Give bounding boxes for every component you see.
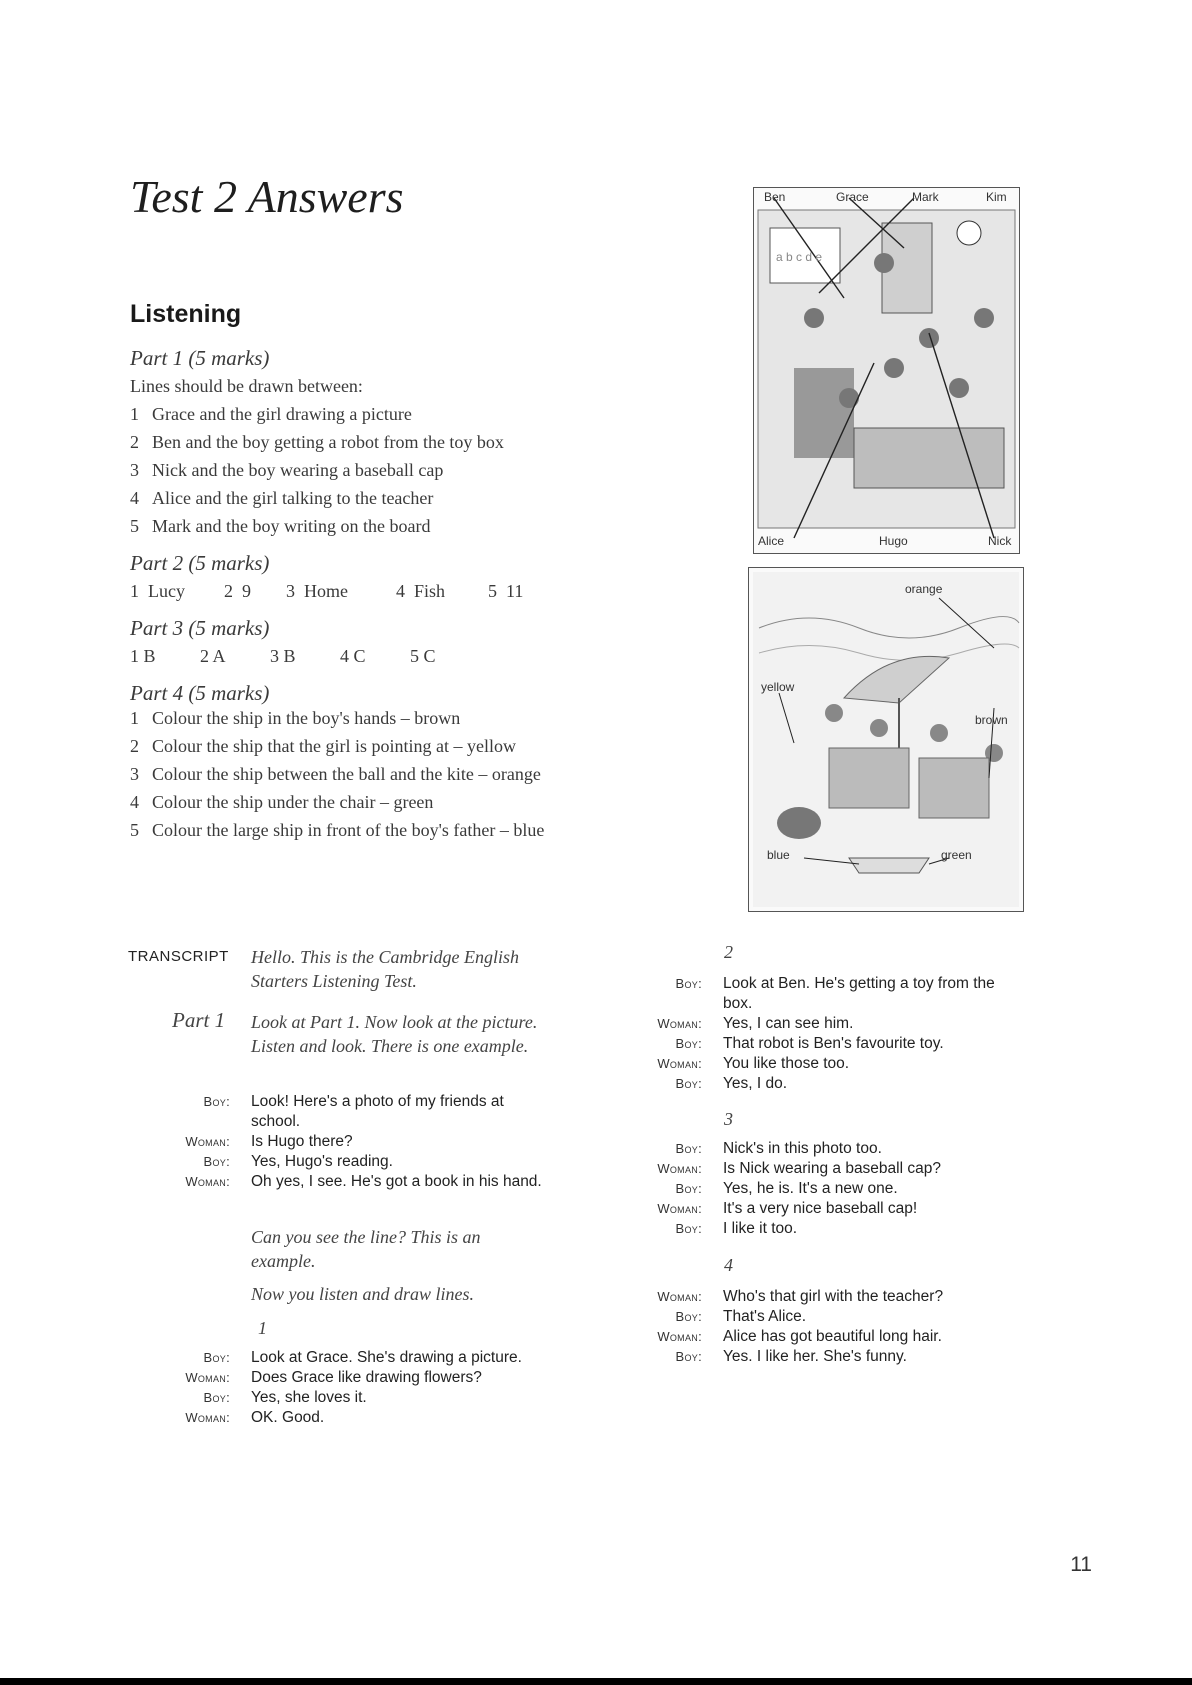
dialogue-line	[612, 1327, 1027, 1347]
question-2-number: 2	[724, 942, 733, 962]
answer-number: 3	[130, 460, 139, 480]
speaker-label: Woman:	[657, 1161, 702, 1176]
answer-number: 3	[130, 764, 139, 784]
transcript-part-intro: Look at Part 1. Now look at the picture. Listen and look. There is one example.	[251, 1012, 538, 1056]
dialogue-line	[150, 1388, 570, 1408]
answer-text: Colour the large ship in front of the boy's father – blue	[152, 820, 545, 840]
speaker-label: Boy:	[675, 976, 702, 991]
answer-item	[130, 428, 580, 456]
draw-instruction: Now you listen and draw lines.	[251, 1284, 475, 1304]
dialogue-text: I like it too.	[723, 1220, 798, 1237]
question-1-number: 1	[258, 1318, 267, 1338]
answer-value: 5 11	[488, 581, 524, 601]
dialogue-line	[150, 1172, 570, 1192]
answer-item	[130, 819, 580, 842]
answer-value: 4 Fish	[396, 581, 446, 601]
answer-number: 1	[130, 404, 139, 424]
answer-value: 1 Lucy	[130, 581, 185, 601]
dialogue-line	[612, 1199, 1027, 1219]
classroom-picture	[753, 187, 1020, 554]
dialogue-text: Yes. I like her. She's funny.	[723, 1348, 907, 1365]
label-yellow: yellow	[761, 680, 795, 694]
speaker-label: Boy:	[675, 1141, 702, 1156]
answer-number: 5	[130, 820, 139, 840]
beach-picture	[748, 567, 1024, 912]
speaker-label: Boy:	[675, 1221, 702, 1236]
dialogue-line	[150, 1132, 570, 1152]
label-grace: Grace	[836, 190, 869, 204]
answer-value: 4 C	[340, 646, 366, 666]
dialogue-text: Yes, she loves it.	[251, 1389, 367, 1406]
speaker-label: Boy:	[203, 1350, 230, 1365]
dialogue-text: Look at Ben. He's getting a toy from the box.	[723, 975, 995, 1012]
bottom-border	[0, 1678, 1192, 1685]
speaker-label: Boy:	[203, 1094, 230, 1109]
part4-heading: Part 4 (5 marks)	[130, 681, 270, 705]
classroom-illustration	[754, 188, 1019, 553]
label-hugo: Hugo	[879, 534, 908, 548]
dialogue-text: Nick's in this photo too.	[723, 1140, 882, 1157]
page-title: Test 2 Answers	[130, 171, 404, 222]
answer-number: 1	[130, 708, 139, 728]
answer-text: Colour the ship in the boy's hands – brown	[152, 708, 461, 728]
part1-intro: Lines should be drawn between:	[130, 376, 363, 396]
label-kim: Kim	[986, 190, 1007, 204]
dialogue-q1	[150, 1348, 570, 1428]
dialogue-text: Yes, he is. It's a new one.	[723, 1180, 898, 1197]
dialogue-line	[612, 1347, 1027, 1367]
page-number: 11	[1070, 1553, 1092, 1576]
speaker-label: Woman:	[657, 1056, 702, 1071]
speaker-label: Boy:	[675, 1181, 702, 1196]
dialogue-line	[612, 1014, 1027, 1034]
speaker-label: Woman:	[657, 1289, 702, 1304]
speaker-label: Woman:	[657, 1016, 702, 1031]
dialogue-example	[150, 1092, 570, 1192]
dialogue-line	[612, 1219, 1027, 1239]
answer-item	[130, 512, 580, 540]
part2-heading: Part 2 (5 marks)	[130, 551, 270, 575]
dialogue-line	[150, 1408, 570, 1428]
dialogue-text: Look at Grace. She's drawing a picture.	[251, 1349, 522, 1366]
dialogue-text: Yes, Hugo's reading.	[251, 1153, 393, 1170]
answer-item	[130, 763, 580, 786]
dialogue-text: Is Hugo there?	[251, 1133, 353, 1150]
answer-number: 5	[130, 516, 139, 536]
part3-answers	[130, 642, 580, 670]
dialogue-line	[150, 1152, 570, 1172]
label-orange: orange	[905, 582, 943, 596]
answer-number: 4	[130, 488, 139, 508]
dialogue-line	[612, 1074, 1027, 1094]
answers-column	[130, 344, 580, 847]
part4-list	[130, 707, 580, 842]
example-note: Can you see the line? This is an example.	[251, 1227, 481, 1271]
dialogue-line	[612, 1054, 1027, 1074]
answer-value: 3 Home	[286, 581, 348, 601]
label-green: green	[941, 848, 972, 862]
dialogue-line	[150, 1092, 570, 1132]
speaker-label: Woman:	[185, 1174, 230, 1189]
dialogue-line	[612, 1159, 1027, 1179]
transcript-intro: Hello. This is the Cambridge English Starters Listening Test.	[251, 947, 520, 991]
question-3-number: 3	[724, 1109, 733, 1129]
dialogue-line	[150, 1348, 570, 1368]
speaker-label: Woman:	[185, 1134, 230, 1149]
question-4-number: 4	[724, 1255, 733, 1275]
dialogue-text: Does Grace like drawing flowers?	[251, 1369, 482, 1386]
dialogue-text: That's Alice.	[723, 1308, 807, 1325]
answer-value: 1 B	[130, 646, 156, 666]
answer-item	[130, 400, 580, 428]
part1-list	[130, 400, 580, 540]
dialogue-line	[612, 1307, 1027, 1327]
speaker-label: Woman:	[185, 1410, 230, 1425]
speaker-label: Woman:	[657, 1329, 702, 1344]
part1-heading: Part 1 (5 marks)	[130, 346, 270, 370]
answer-text: Colour the ship that the girl is pointing at – yellow	[152, 736, 516, 756]
answer-value: 5 C	[410, 646, 436, 666]
beach-illustration	[749, 568, 1023, 911]
speaker-label: Boy:	[203, 1390, 230, 1405]
dialogue-line	[612, 1139, 1027, 1159]
transcript-part-label: Part 1	[172, 1008, 226, 1032]
answer-number: 2	[130, 432, 139, 452]
dialogue-q3	[612, 1139, 1027, 1239]
dialogue-text: OK. Good.	[251, 1409, 325, 1426]
answer-value: 2 A	[200, 646, 226, 666]
speaker-label: Boy:	[675, 1036, 702, 1051]
dialogue-line	[150, 1368, 570, 1388]
speaker-label: Woman:	[185, 1370, 230, 1385]
label-alice: Alice	[758, 534, 785, 548]
dialogue-q4	[612, 1287, 1027, 1367]
answer-text: Nick and the boy wearing a baseball cap	[152, 460, 444, 480]
dialogue-text: That robot is Ben's favourite toy.	[723, 1035, 944, 1052]
answer-item	[130, 791, 580, 814]
dialogue-line	[612, 974, 1027, 1014]
speaker-label: Boy:	[675, 1076, 702, 1091]
label-brown: brown	[975, 713, 1008, 727]
answer-number: 4	[130, 792, 139, 812]
dialogue-line	[612, 1179, 1027, 1199]
dialogue-text: Is Nick wearing a baseball cap?	[723, 1160, 941, 1177]
speaker-label: Boy:	[203, 1154, 230, 1169]
answer-text: Colour the ship under the chair – green	[152, 792, 434, 812]
part3-heading: Part 3 (5 marks)	[130, 616, 270, 640]
dialogue-text: Look! Here's a photo of my friends at school.	[251, 1093, 504, 1130]
answer-item	[130, 484, 580, 512]
dialogue-text: Yes, I can see him.	[723, 1015, 854, 1032]
dialogue-text: Oh yes, I see. He's got a book in his hand.	[251, 1173, 542, 1190]
label-ben: Ben	[764, 190, 786, 204]
dialogue-line	[612, 1287, 1027, 1307]
label-nick: Nick	[988, 534, 1012, 548]
transcript-label: TRANSCRIPT	[128, 948, 229, 965]
dialogue-text: Alice has got beautiful long hair.	[723, 1328, 942, 1345]
speaker-label: Boy:	[675, 1309, 702, 1324]
answer-text: Mark and the boy writing on the board	[152, 516, 431, 536]
dialogue-text: Yes, I do.	[723, 1075, 788, 1092]
speaker-label: Woman:	[657, 1201, 702, 1216]
answer-value: 3 B	[270, 646, 296, 666]
answer-item	[130, 735, 580, 758]
label-mark: Mark	[912, 190, 939, 204]
answer-text: Colour the ship between the ball and the kite – orange	[152, 764, 541, 784]
speaker-label: Boy:	[675, 1349, 702, 1364]
section-heading: Listening	[130, 300, 242, 328]
part2-answers	[130, 577, 580, 605]
answer-item	[130, 707, 580, 730]
answer-text: Alice and the girl talking to the teacher	[152, 488, 434, 508]
label-blue: blue	[767, 848, 790, 862]
answer-number: 2	[130, 736, 139, 756]
answer-text: Ben and the boy getting a robot from the toy box	[152, 432, 504, 452]
answer-item	[130, 456, 580, 484]
dialogue-text: Who's that girl with the teacher?	[723, 1288, 944, 1305]
answer-value: 2 9	[224, 581, 251, 601]
answer-text: Grace and the girl drawing a picture	[152, 404, 412, 424]
dialogue-text: It's a very nice baseball cap!	[723, 1200, 918, 1217]
dialogue-line	[612, 1034, 1027, 1054]
board-text: a b c d e	[776, 250, 823, 264]
dialogue-text: You like those too.	[723, 1055, 850, 1072]
dialogue-q2	[612, 974, 1027, 1094]
